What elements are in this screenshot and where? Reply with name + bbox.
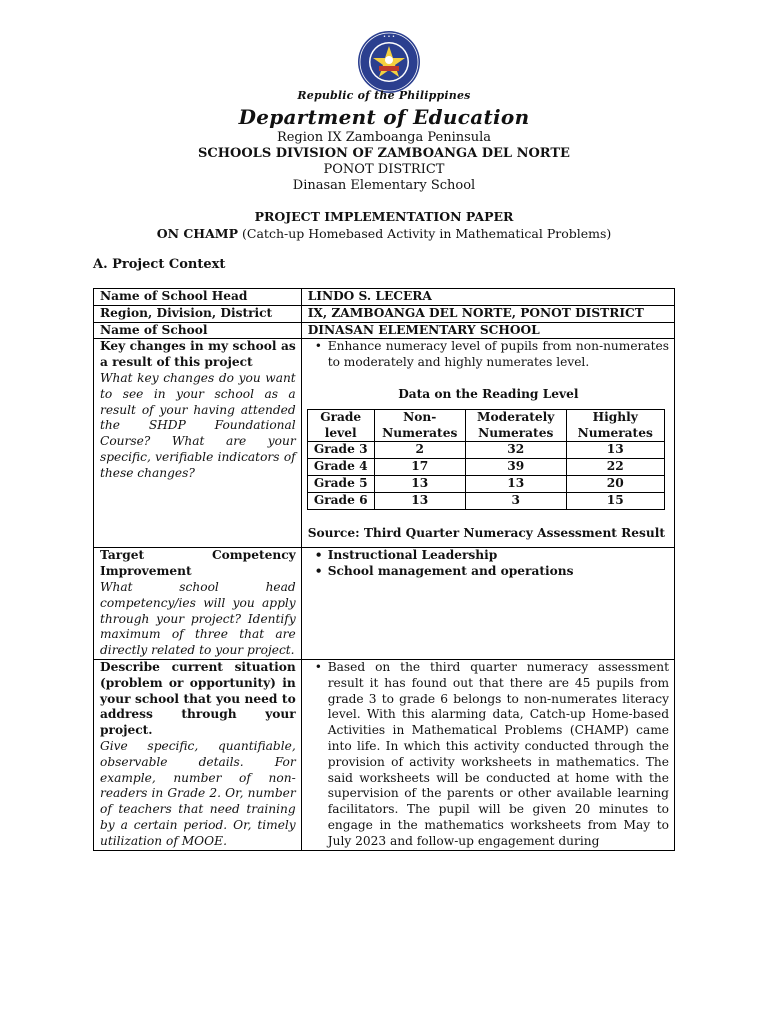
table-row xyxy=(307,475,664,492)
column-header: Grade level xyxy=(307,409,374,442)
count-cell: 20 xyxy=(566,475,664,492)
grade-cell: Grade 5 xyxy=(307,475,374,492)
column-header: Highly Numerates xyxy=(566,409,664,442)
count-cell: 2 xyxy=(374,442,465,459)
deped-seal-logo xyxy=(357,30,421,94)
project-context-table xyxy=(93,288,675,851)
grade-cell: Grade 6 xyxy=(307,492,374,509)
key-changes-value xyxy=(301,339,674,548)
table-row xyxy=(94,548,675,660)
table-row xyxy=(94,322,675,339)
key-changes-list xyxy=(308,339,669,371)
school-line: Dinasan Elementary School xyxy=(292,178,476,193)
count-cell: 13 xyxy=(374,475,465,492)
count-cell: 13 xyxy=(566,442,664,459)
list-item: • School management and operations xyxy=(328,564,669,580)
republic-line: Republic of the Philippines xyxy=(297,89,471,102)
champ-full-name: (Catch-up Homebased Activity in Mathematical Problems) xyxy=(238,226,612,241)
table-row xyxy=(94,659,675,850)
paper-title: PROJECT IMPLEMENTATION PAPER xyxy=(254,209,514,224)
key-changes-cell xyxy=(94,339,302,548)
region-value: IX, ZAMBOANGA DEL NORTE, PONOT DISTRICT xyxy=(301,305,674,322)
table-row xyxy=(94,339,675,548)
target-competency-value xyxy=(301,548,674,660)
target-competency-label: Target Competency Improvement xyxy=(100,548,296,579)
current-situation-value xyxy=(301,659,674,850)
data-source: Source: Third Quarter Numeracy Assessment Result xyxy=(307,525,666,540)
table-row xyxy=(94,289,675,306)
competency-list xyxy=(308,548,669,580)
district-line: PONOT DISTRICT xyxy=(323,162,445,177)
table-row xyxy=(307,442,664,459)
count-cell: 32 xyxy=(465,442,566,459)
school-name-value: DINASAN ELEMENTARY SCHOOL xyxy=(301,322,674,339)
count-cell: 17 xyxy=(374,459,465,476)
svg-text:• • •: • • • xyxy=(382,34,396,40)
region-label: Region, Division, District xyxy=(94,305,302,322)
list-item: • Based on the third quarter numeracy assessment result it has found out that there are 45 pupils from grade 3 to grade 6 belongs to non-numerates literacy level. With this alarming data, Catch-up Home-based Activities in Mathematical Problems (CHAMP) came into life. In which this activity conducted through the provision of activity worksheets in mathematics. The said worksheets will be conducted at home with the supervision of the parents or other available learning facilitators. The pupil will be given 20 minutes to engage in the mathematics worksheets from May to July 2023 and follow-up engagement during xyxy=(328,660,669,850)
target-competency-prompt: What school head competency/ies will you apply through your project? Identify maximum of three that are directly related to your project. xyxy=(100,579,296,658)
situation-list xyxy=(308,660,669,850)
target-competency-cell xyxy=(94,548,302,660)
grade-cell: Grade 3 xyxy=(307,442,374,459)
school-head-label: Name of School Head xyxy=(94,289,302,306)
current-situation-label: Describe current situation (problem or opportunity) in your school that you need to address through your project. xyxy=(100,659,296,738)
key-changes-label: Key changes in my school as a result of this project xyxy=(100,339,296,370)
count-cell: 22 xyxy=(566,459,664,476)
numeracy-table xyxy=(307,409,665,510)
numeracy-table-body xyxy=(307,442,664,509)
count-cell: 3 xyxy=(465,492,566,509)
section-heading: A. Project Context xyxy=(93,257,226,272)
paper-subtitle xyxy=(0,226,768,242)
count-cell: 13 xyxy=(465,475,566,492)
column-header: Moderately Numerates xyxy=(465,409,566,442)
count-cell: 39 xyxy=(465,459,566,476)
region-line: Region IX Zamboanga Peninsula xyxy=(276,130,492,145)
list-item: • Instructional Leadership xyxy=(328,548,669,564)
grade-cell: Grade 4 xyxy=(307,459,374,476)
table-row xyxy=(307,492,664,509)
count-cell: 13 xyxy=(374,492,465,509)
table-row xyxy=(307,459,664,476)
department-name: Department of Education xyxy=(238,105,530,129)
data-table-title: Data on the Reading Level xyxy=(398,386,579,401)
on-champ-label: ON CHAMP xyxy=(156,226,239,241)
column-header: Non-Numerates xyxy=(374,409,465,442)
list-item: • Enhance numeracy level of pupils from non-numerates to moderately and highly numerates level. xyxy=(328,339,669,371)
school-name-label: Name of School xyxy=(94,322,302,339)
count-cell: 15 xyxy=(566,492,664,509)
table-header-row xyxy=(307,409,664,442)
division-line: SCHOOLS DIVISION OF ZAMBOANGA DEL NORTE xyxy=(198,146,570,161)
school-head-value: LINDO S. LECERA xyxy=(301,289,674,306)
key-changes-prompt: What key changes do you want to see in your school as a result of your having attended the SHDP Foundational Course? What are your specific, verifiable indicators of these changes? xyxy=(100,370,296,480)
current-situation-prompt: Give specific, quantifiable, observable details. For example, number of non-readers in Grade 2. Or, number of teachers that need training by a certain period. Or, timely utilization of MOOE. xyxy=(100,738,296,848)
current-situation-cell xyxy=(94,659,302,850)
table-row xyxy=(94,305,675,322)
